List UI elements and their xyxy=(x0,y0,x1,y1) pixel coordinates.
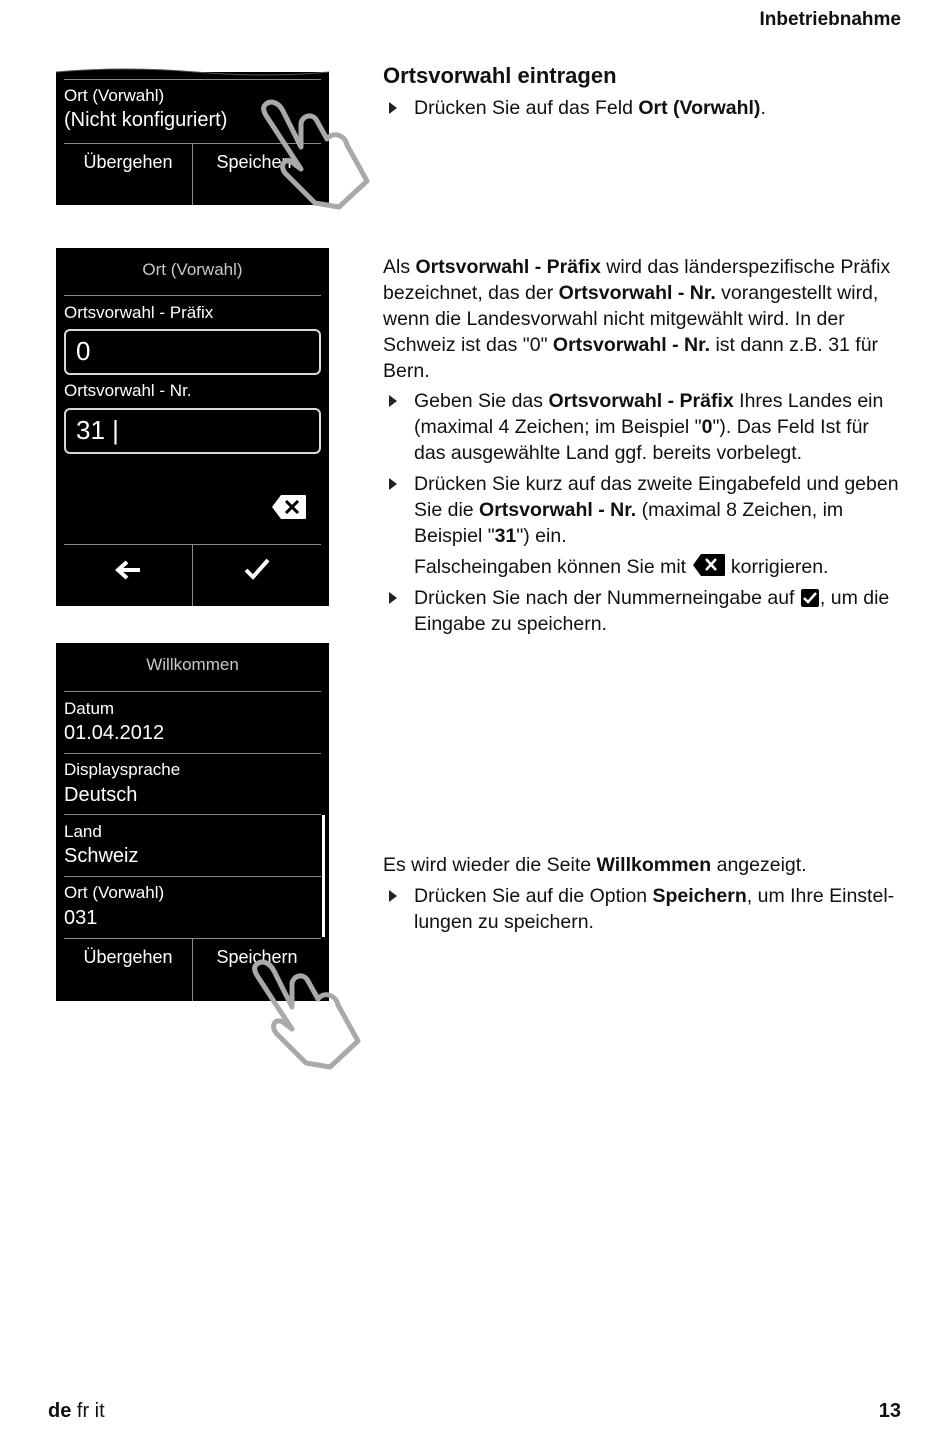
prefix-label: Ortsvorwahl - Präfix xyxy=(64,303,214,322)
backspace-icon xyxy=(692,553,726,577)
instruction-step: Drücken Sie auf das Feld Ort (Vorwahl). xyxy=(383,95,903,121)
divider xyxy=(64,753,321,754)
number-label: Ortsvorwahl - Nr. xyxy=(64,381,192,400)
backspace-icon[interactable] xyxy=(271,494,307,520)
screen-header: Ort (Vorwahl) xyxy=(142,260,243,279)
setting-label: Datum xyxy=(64,699,115,718)
language-selector: de fr it xyxy=(48,1400,105,1422)
checkmark-icon xyxy=(243,557,271,581)
screen-welcome xyxy=(56,643,329,1001)
setting-value[interactable]: 01.04.2012 xyxy=(64,722,165,744)
instruction-step: Drücken Sie kurz auf das zweite Eingabefeld und geben Sie die Ortsvorwahl - Nr. (maximal 8 Zeichen, im Beispiel "31") ein. xyxy=(383,471,903,549)
checkbox-checked-icon xyxy=(800,588,820,608)
setting-value[interactable]: Schweiz xyxy=(64,845,139,867)
back-arrow-icon xyxy=(114,559,142,581)
instruction-step: Geben Sie das Ortsvorwahl - Präfix Ihres Landes ein (maximal 4 Zeichen; im Beispiel "0"). Das Feld Ist für das ausgewählte Land ggf. bereits vorbelegt. xyxy=(383,388,903,466)
page-header-title: Inbetriebnahme xyxy=(759,9,901,30)
softkey-bar xyxy=(64,544,321,606)
screen-local-code-input xyxy=(56,248,329,606)
confirm-button[interactable] xyxy=(192,545,321,606)
skip-button[interactable]: Übergehen xyxy=(83,947,173,967)
screen-torn-edge xyxy=(56,66,329,80)
skip-button[interactable]: Übergehen xyxy=(83,152,173,172)
setting-label: Ort (Vorwahl) xyxy=(64,883,165,902)
explanation-paragraph: Als Ortsvorwahl - Präfix wird das länderspezifische Präfix bezeichnet, das der Ortsvorwahl - Nr. vorangestellt wird, wenn die Landesvorwahl nicht mitgewählt wird. In der Schweiz ist das "0" Ortsvorwahl - Nr. ist dann z.B. 31 für Bern. xyxy=(383,256,891,382)
divider xyxy=(64,79,321,80)
divider xyxy=(64,876,321,877)
setting-value[interactable]: 031 xyxy=(64,907,98,929)
prefix-input[interactable]: 0 xyxy=(64,329,321,375)
setting-label: Displaysprache xyxy=(64,760,181,779)
save-button[interactable]: Speichern xyxy=(192,144,321,205)
screen-header: Willkommen xyxy=(146,655,239,674)
correction-note: Falscheingaben können Sie mit korrigieren. xyxy=(414,553,904,580)
back-button[interactable] xyxy=(64,545,192,606)
tap-hand-icon xyxy=(246,955,364,1073)
tap-hand-icon xyxy=(255,95,373,213)
setting-value[interactable]: Deutsch xyxy=(64,784,138,806)
local-code-label: Ort (Vorwahl) xyxy=(64,86,165,105)
number-input[interactable]: 31 | xyxy=(64,408,321,454)
local-code-value[interactable]: (Nicht konfiguriert) xyxy=(64,109,228,131)
divider xyxy=(64,814,321,815)
divider xyxy=(64,295,321,296)
welcome-paragraph: Es wird wieder die Seite Willkommen angezeigt. xyxy=(383,854,807,876)
section-title: Ortsvorwahl eintragen xyxy=(383,63,617,88)
save-button[interactable]: Speichern xyxy=(192,939,321,1001)
setting-label: Land xyxy=(64,822,102,841)
page-number: 13 xyxy=(878,1400,901,1422)
scrollbar[interactable] xyxy=(322,815,325,937)
instruction-step: Drücken Sie nach der Nummerneingabe auf , um die Eingabe zu speichern. xyxy=(383,585,903,637)
divider xyxy=(64,691,321,692)
instruction-step: Drücken Sie auf die Option Speichern, um Ihre Einstel-lungen zu speichern. xyxy=(383,883,903,935)
